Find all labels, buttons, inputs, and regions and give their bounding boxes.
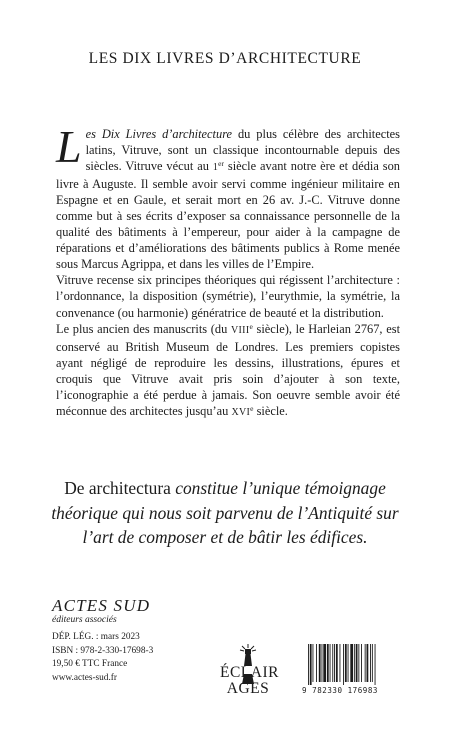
barcode-bar	[323, 644, 326, 682]
barcode-bar	[319, 644, 321, 682]
barcode-bar	[330, 644, 331, 682]
century-eighth: VIII	[231, 324, 250, 336]
paragraph-1	[56, 121, 400, 272]
barcode-bar	[313, 644, 314, 682]
isbn: ISBN : 978-2-330-17698-3	[52, 645, 154, 656]
barcode-bars	[308, 644, 400, 685]
website: www.actes-sud.fr	[52, 672, 117, 683]
barcode-bar	[367, 644, 369, 682]
barcode-bar	[343, 644, 344, 685]
legal-info	[52, 631, 153, 685]
logo-line-1: ÉCLAIR	[220, 664, 279, 681]
barcode-bar	[316, 644, 317, 682]
quote-roman: De architectura	[64, 478, 171, 498]
back-cover-text	[56, 121, 401, 421]
barcode-bar	[345, 644, 347, 682]
barcode-bar	[310, 644, 312, 685]
logo-line-2: AGES	[226, 680, 270, 697]
pull-quote	[40, 476, 410, 550]
paragraph-3-text-a: Le plus ancien des manuscrits (du	[56, 321, 232, 336]
barcode-bar	[334, 644, 335, 682]
book-title: LES DIX LIVRES D’ARCHITECTURE	[88, 50, 362, 67]
barcode-bar	[375, 644, 376, 685]
barcode-bar	[322, 644, 323, 682]
barcode-number: 9 782330 176983	[302, 686, 378, 695]
barcode-bar	[361, 644, 362, 682]
paragraph-1-text-a: du plus célèbre des architectes latins, Vitruve, sont un classique incontournable depuis des siècles. Vitruve vécut au	[85, 127, 400, 174]
paragraph-3-text-b: siècle), le Harleian 2767, est conservé au British Museum de Londres. Les premiers copistes ayant négligé de reproduire les dessins, illustrations, épures et croquis que Vitruve avait pris soin d’ajouter à son texte, l’iconographie a été perdue à jamais. Son oeuvre semble avoir été méconnue des architectes jusqu’au	[56, 321, 401, 418]
eclair-ages-logo	[220, 644, 279, 697]
barcode-bar	[350, 644, 353, 682]
barcode-bar	[370, 644, 371, 682]
publisher-name: ACTES SUD	[52, 596, 151, 615]
barcode-bar	[348, 644, 349, 682]
barcode	[302, 644, 404, 696]
book-title-italic: es Dix Livres d’architecture	[85, 127, 233, 141]
century-eighth-sup: e	[249, 321, 253, 331]
paragraph-1-text-b: siècle avant notre ère et dédia son livre à Auguste. Il semble avoir servi comme ingénieur militaire en Espagne et en Gaule, et serait mort en 26 av. J.-C. Vitruve donne comme but à ses écrits d’exposer sa connaissance personnelle de la qualité des bâtiments à l’empereur, pour aider à la campagne de réparations et d’améliorations des bâtiments publics à Rome menée sous Marcus Agrippa, et dans les villes de l’Empire.	[56, 159, 400, 272]
publisher-logo	[52, 596, 150, 625]
barcode-bar	[308, 644, 309, 685]
century-sixteenth-sup: e	[250, 403, 254, 413]
publisher-subtitle: éditeurs associés	[52, 615, 117, 625]
century-first: 1	[212, 162, 219, 174]
century-sixteenth: XVI	[231, 406, 251, 418]
drop-cap: L	[56, 121, 82, 172]
price: 19,50 € TTC France	[52, 659, 128, 669]
barcode-bar	[336, 644, 338, 682]
barcode-bar	[340, 644, 341, 682]
barcode-bar	[372, 644, 373, 682]
barcode-bar	[327, 644, 329, 682]
barcode-bar	[358, 644, 359, 682]
quote-italic: constitue l’unique témoignage théorique qui nous soit parvenu de l’Antiquité sur l’art de composer et de bâtir les édifices.	[51, 478, 399, 547]
century-first-sup: er	[218, 159, 224, 169]
paragraph-3-text-c: siècle.	[253, 403, 288, 418]
barcode-bar	[354, 644, 355, 682]
paragraph-3	[56, 321, 400, 421]
barcode-bar	[332, 644, 333, 682]
legal-deposit: DÉP. LÉG. : mars 2023	[52, 632, 140, 642]
barcode-bar	[356, 644, 358, 682]
paragraph-2: Vitruve recense six principes théoriques qui régissent l’architecture : l’ordonnance, la disposition (symétrie), l’eurythmie, la symétrie, la convenance (ou harmonie) génératrice de beauté et la distribution.	[56, 273, 400, 320]
barcode-bar	[365, 644, 366, 682]
